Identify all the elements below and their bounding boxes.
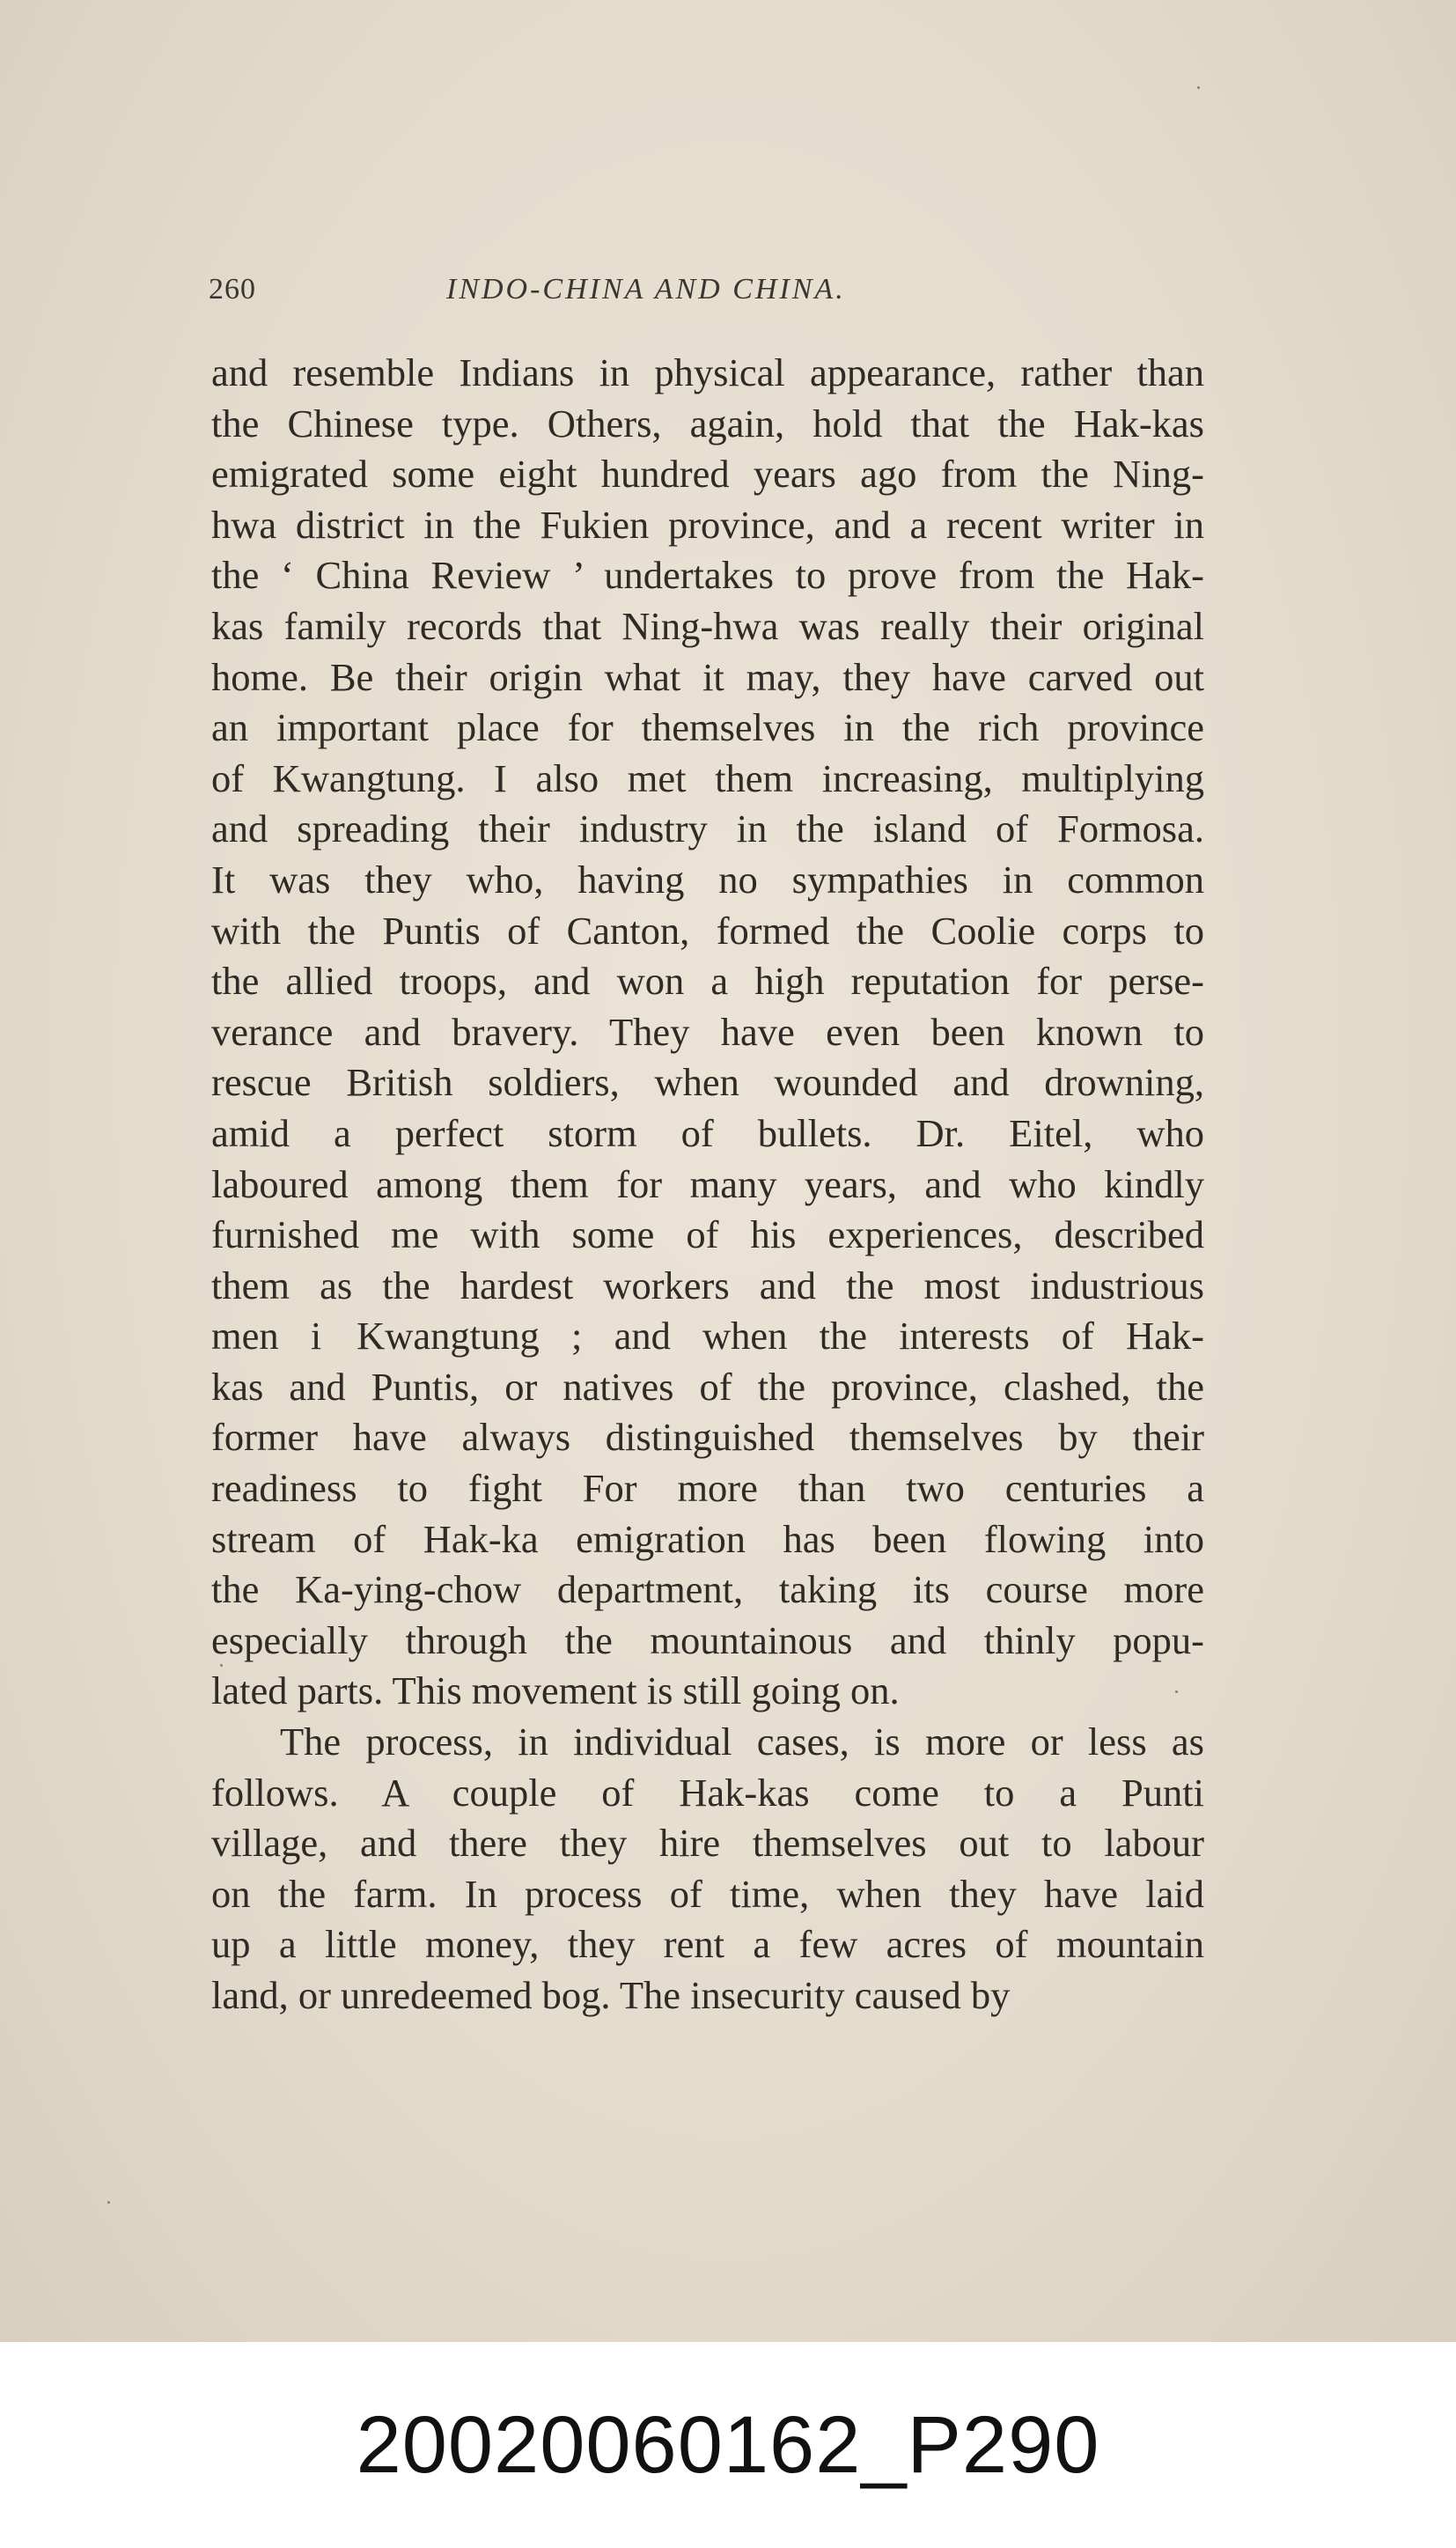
text-line: The process, in individual cases, is more or less as — [280, 1720, 1204, 1764]
text-line: follows. A couple of Hak-kas come to a Punti — [211, 1770, 1204, 1815]
text-line: and spreading their industry in the island of Formosa. — [211, 806, 1204, 851]
text-line: kas and Puntis, or natives of the province, clashed, the — [211, 1364, 1204, 1409]
page-number: 260 — [209, 273, 256, 306]
paper-speck — [220, 1664, 223, 1667]
text-line: and resemble Indians in physical appearance, rather than — [211, 350, 1204, 394]
body-text — [211, 348, 1204, 2021]
text-line: laboured among them for many years, and who kindly — [211, 1161, 1204, 1206]
text-line: the allied troops, and won a high reputation for perse- — [211, 959, 1204, 1004]
text-line: former have always distinguished themselves by their — [211, 1415, 1204, 1460]
text-line: furnished me with some of his experiences, described — [211, 1212, 1204, 1257]
text-line: with the Puntis of Canton, formed the Coolie corps to — [211, 908, 1204, 953]
paragraph — [211, 1717, 1204, 2021]
text-line: of Kwangtung. I also met them increasing, multiplying — [211, 755, 1204, 800]
text-line: rescue British soldiers, when wounded and drowning, — [211, 1060, 1204, 1105]
text-line: the Ka-ying-chow department, taking its course more — [211, 1567, 1204, 1612]
text-line: stream of Hak-ka emigration has been flowing into — [211, 1516, 1204, 1561]
image-id-caption: 20020060162_P290 — [0, 2342, 1456, 2548]
running-head: INDO-CHINA AND CHINA. — [446, 273, 846, 306]
text-line: home. Be their origin what it may, they have carved out — [211, 654, 1204, 699]
text-line: village, and there they hire themselves out to labour — [211, 1821, 1204, 1866]
text-line: land, or unredeemed bog. The insecurity caused by — [211, 1973, 1011, 2017]
text-line: men i Kwangtung ; and when the interests of Hak- — [211, 1314, 1204, 1359]
text-line: verance and bravery. They have even been known to — [211, 1009, 1204, 1054]
text-line: on the farm. In process of time, when they have laid — [211, 1871, 1204, 1916]
text-line: especially through the mountainous and thinly popu- — [211, 1617, 1204, 1662]
text-line: an important place for themselves in the rich province — [211, 705, 1204, 750]
paper-speck — [107, 2201, 110, 2204]
text-line: amid a perfect storm of bullets. Dr. Eitel, who — [211, 1110, 1204, 1155]
text-line: emigrated some eight hundred years ago from the Ning- — [211, 452, 1204, 497]
text-line: hwa district in the Fukien province, and a recent writer in — [211, 502, 1204, 547]
text-line: up a little money, they rent a few acres of mountain — [211, 1922, 1204, 1967]
paragraph — [211, 348, 1204, 1717]
text-line: them as the hardest workers and the most industrious — [211, 1263, 1204, 1307]
text-line: readiness to fight For more than two centuries a — [211, 1466, 1204, 1511]
text-line: lated parts. This movement is still going on. — [211, 1668, 900, 1713]
text-line: the Chinese type. Others, again, hold that the Hak-kas — [211, 401, 1204, 446]
page-header — [209, 273, 1203, 317]
paper-speck — [1197, 86, 1200, 89]
text-line: It was they who, having no sympathies in common — [211, 857, 1204, 902]
text-line: kas family records that Ning-hwa was really their original — [211, 603, 1204, 648]
paper-speck — [1175, 1690, 1178, 1693]
text-line: the ‘ China Review ’ undertakes to prove from the Hak- — [211, 553, 1204, 598]
